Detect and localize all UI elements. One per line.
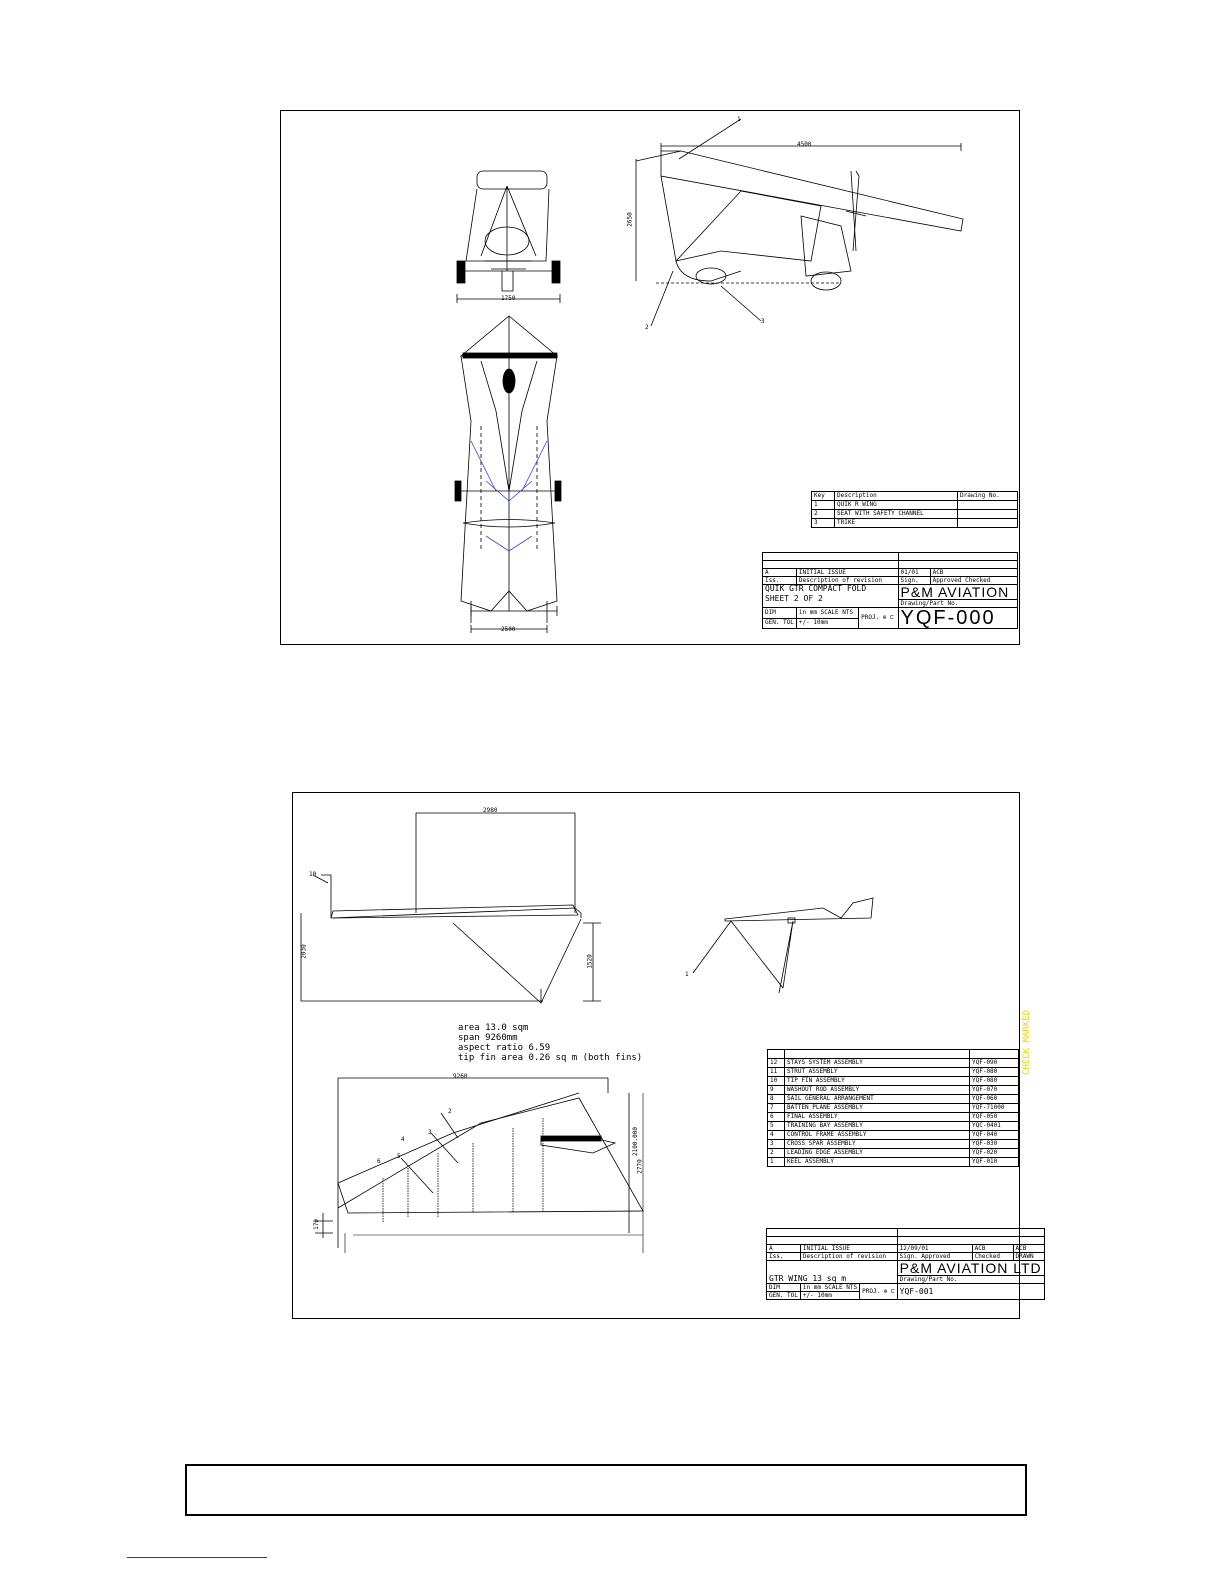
- table-row: [768, 1149, 1019, 1158]
- row-item: 2: [768, 1149, 785, 1158]
- dimension-small: 170: [312, 1219, 320, 1230]
- scale-value: NTS: [846, 1283, 858, 1291]
- dimension-chord: 9260: [453, 1073, 468, 1080]
- row-item: 12: [768, 1059, 785, 1068]
- dim-value: in mm: [802, 1283, 821, 1291]
- row-item: 6: [768, 1113, 785, 1122]
- row-desc: STRUT ASSEMBLY: [785, 1068, 970, 1077]
- row-drawing: [958, 510, 1018, 519]
- projection-symbol: PROJ. ⊕ ⊏: [860, 1284, 898, 1300]
- row-item: 1: [768, 1158, 785, 1167]
- balloon-3: 3: [428, 1129, 432, 1136]
- dimension-span-top: 2980: [483, 807, 498, 814]
- desc-label: Description of revision: [796, 577, 898, 585]
- dimension-height-right: 1520: [586, 954, 594, 969]
- parts-list-sheet2: [767, 1049, 1019, 1167]
- company-name: P&M AVIATION: [900, 584, 1010, 600]
- rev-by: ACB: [972, 1245, 1013, 1253]
- table-row: [812, 510, 1018, 519]
- plan-view: [455, 316, 561, 633]
- note-aspect-ratio: aspect ratio 6.59: [458, 1043, 551, 1053]
- table-row: [812, 501, 1018, 510]
- balloon-1: 1: [737, 116, 741, 123]
- row-desc: KEEL ASSEMBLY: [785, 1158, 970, 1167]
- parts-list-sheet1: [811, 491, 1018, 528]
- sign-label: Sign.: [898, 577, 930, 585]
- row-drawing: YQF-010: [970, 1158, 1019, 1167]
- row-drawing: YQF-050: [970, 1113, 1019, 1122]
- table-row: [768, 1086, 1019, 1095]
- row-drawing: YQF-080: [970, 1068, 1019, 1077]
- dim-scale-cell: [796, 608, 858, 619]
- row-desc: TRIKE: [835, 519, 958, 528]
- row-item: 2: [812, 510, 835, 519]
- row-drawing: YQF-020: [970, 1149, 1019, 1158]
- row-desc: STAYS SYSTEM ASSEMBLY: [785, 1059, 970, 1068]
- row-drawing: YQF-090: [970, 1059, 1019, 1068]
- approved-label: Approved: [932, 576, 962, 584]
- row-desc: TIP FIN ASSEMBLY: [785, 1077, 970, 1086]
- rev-date: 01/01: [898, 569, 930, 577]
- dimension-root: 2100.000: [631, 1127, 639, 1156]
- drawing-no-label: Drawing/Part No.: [898, 600, 1017, 608]
- rev-description: INITIAL ISSUE: [800, 1245, 897, 1253]
- front-view: [457, 171, 560, 303]
- row-item: 4: [768, 1131, 785, 1140]
- proj-label: PROJ.: [861, 614, 880, 621]
- dimension-height-left: 2030: [300, 944, 308, 959]
- wing-planform-view: [312, 1078, 643, 1253]
- check-marked-note: CHECK MARKED: [1022, 1009, 1032, 1075]
- gen-tol-label: GEN. TOL: [767, 1292, 801, 1300]
- table-row: [812, 519, 1018, 528]
- row-item: 11: [768, 1068, 785, 1077]
- drawing-title: QUIK GTR COMPACT FOLD: [765, 584, 867, 593]
- row-item: 8: [768, 1095, 785, 1104]
- proj-label: PROJ.: [862, 1287, 881, 1295]
- row-item: 9: [768, 1086, 785, 1095]
- title-block-sheet2: [766, 1228, 1045, 1300]
- dimension-rear-width: 2500: [501, 626, 516, 633]
- checked-label: Checked: [965, 576, 991, 584]
- dim-value: in mm: [798, 608, 817, 616]
- table-row: [768, 1122, 1019, 1131]
- row-drawing: YQF-060: [970, 1095, 1019, 1104]
- drawing-number: YQF-000: [900, 607, 996, 629]
- balloon-4: 4: [401, 1136, 405, 1143]
- row-drawing: YQF-040: [970, 1131, 1019, 1140]
- row-desc: LEADING EDGE ASSEMBLY: [785, 1149, 970, 1158]
- balloon-10: 10: [309, 871, 317, 878]
- drawing-subtitle: SHEET 2 OF 2: [765, 594, 823, 603]
- row-drawing: YQC-0401: [970, 1122, 1019, 1131]
- drawing-sheet-1: [280, 110, 1020, 645]
- dim-label: DIM: [763, 608, 797, 619]
- balloon-2: 2: [645, 324, 649, 331]
- rev-checked-by: ACB: [1013, 1245, 1044, 1253]
- row-drawing: YQF-71000: [970, 1104, 1019, 1113]
- table-row: [768, 1158, 1019, 1167]
- dimension-length-top: 4500: [797, 141, 812, 148]
- company-name: P&M AVIATION LTD: [899, 1260, 1042, 1276]
- side-view: [636, 119, 963, 326]
- row-item: 3: [812, 519, 835, 528]
- sign-label: Sign.: [899, 1252, 918, 1260]
- footer-box: [185, 1464, 1027, 1516]
- footer-link-underline[interactable]: [127, 1557, 267, 1558]
- drawing-title: GTR WING 13 sq m: [769, 1274, 847, 1283]
- table-row: [768, 1131, 1019, 1140]
- note-area: area 13.0 sqm: [458, 1023, 529, 1033]
- approved-label: Approved: [921, 1252, 951, 1260]
- row-drawing: [958, 519, 1018, 528]
- rev-by: ACB: [930, 569, 1017, 577]
- table-row: [768, 1113, 1019, 1122]
- row-desc: CROSS SPAR ASSEMBLY: [785, 1140, 970, 1149]
- iss-label: Iss.: [763, 577, 797, 585]
- row-item: 5: [768, 1122, 785, 1131]
- checked-label: Checked: [972, 1253, 1013, 1261]
- wing-side-view: [301, 813, 601, 1003]
- rev-date: 12/09/01: [897, 1245, 972, 1253]
- gen-tol-label: GEN. TOL: [763, 618, 797, 629]
- row-drawing: YQF-030: [970, 1140, 1019, 1149]
- header-description: Description: [835, 492, 958, 501]
- header-drawing-no: Drawing No.: [958, 492, 1018, 501]
- gen-tol-value: +/- 10mm: [800, 1292, 859, 1300]
- dim-scale-cell: [800, 1284, 859, 1292]
- balloon-2: 2: [448, 1108, 452, 1115]
- table-row: [768, 1077, 1019, 1086]
- wing-notes: [458, 1023, 642, 1063]
- balloon-5: 5: [397, 1153, 401, 1160]
- parts-header: [812, 492, 1018, 501]
- dim-label: DIM: [767, 1284, 801, 1292]
- balloon-1: 1: [685, 971, 689, 978]
- rev-letter: A: [767, 1245, 801, 1253]
- row-item: 10: [768, 1077, 785, 1086]
- scale-value: NTS: [842, 608, 854, 616]
- header-key: Key: [812, 492, 835, 501]
- row-desc: BATTEN PLANE ASSEMBLY: [785, 1104, 970, 1113]
- note-span: span 9260mm: [458, 1033, 518, 1043]
- balloon-6: 6: [377, 1158, 381, 1165]
- gen-tol-value: +/- 10mm: [796, 618, 858, 629]
- drawing-no-label: Drawing/Part No.: [897, 1276, 1044, 1284]
- note-tip-fin-area: tip fin area 0.26 sq m (both fins): [458, 1053, 643, 1063]
- iss-label: Iss.: [767, 1253, 801, 1261]
- dimension-height: 2650: [626, 212, 634, 227]
- desc-label: Description of revision: [800, 1253, 897, 1261]
- row-desc: WASHOUT ROD ASSEMBLY: [785, 1086, 970, 1095]
- rev-letter: A: [763, 569, 797, 577]
- row-desc: CONTROL FRAME ASSEMBLY: [785, 1131, 970, 1140]
- scale-label: SCALE: [824, 1283, 843, 1291]
- rev-description: INITIAL ISSUE: [796, 569, 898, 577]
- projection-symbol: PROJ. ⊕ ⊏: [859, 608, 898, 629]
- row-drawing: YQF-070: [970, 1086, 1019, 1095]
- row-desc: TRAINING BAY ASSEMBLY: [785, 1122, 970, 1131]
- row-drawing: [958, 501, 1018, 510]
- drawing-number: YQF-001: [899, 1286, 934, 1296]
- table-row: [768, 1140, 1019, 1149]
- title-block-sheet1: [762, 552, 1018, 629]
- row-item: 7: [768, 1104, 785, 1113]
- row-drawing: YQF-080: [970, 1077, 1019, 1086]
- row-item: 3: [768, 1140, 785, 1149]
- table-row: [768, 1104, 1019, 1113]
- dimension-front-width: 1750: [501, 295, 516, 302]
- table-row: [768, 1068, 1019, 1077]
- dimension-tip: 2770: [636, 1159, 644, 1174]
- row-item: 1: [812, 501, 835, 510]
- row-desc: FINAL ASSEMBLY: [785, 1113, 970, 1122]
- scale-label: SCALE: [820, 608, 839, 616]
- drawn-label: DRAWN: [1013, 1253, 1044, 1261]
- wing-perspective-view: [693, 898, 873, 993]
- balloon-3: 3: [761, 318, 765, 325]
- table-row: [768, 1095, 1019, 1104]
- row-desc: SAIL GENERAL ARRANGEMENT: [785, 1095, 970, 1104]
- table-row: [768, 1059, 1019, 1068]
- row-desc: SEAT WITH SAFETY CHANNEL: [835, 510, 958, 519]
- row-desc: QUIK R WING: [835, 501, 958, 510]
